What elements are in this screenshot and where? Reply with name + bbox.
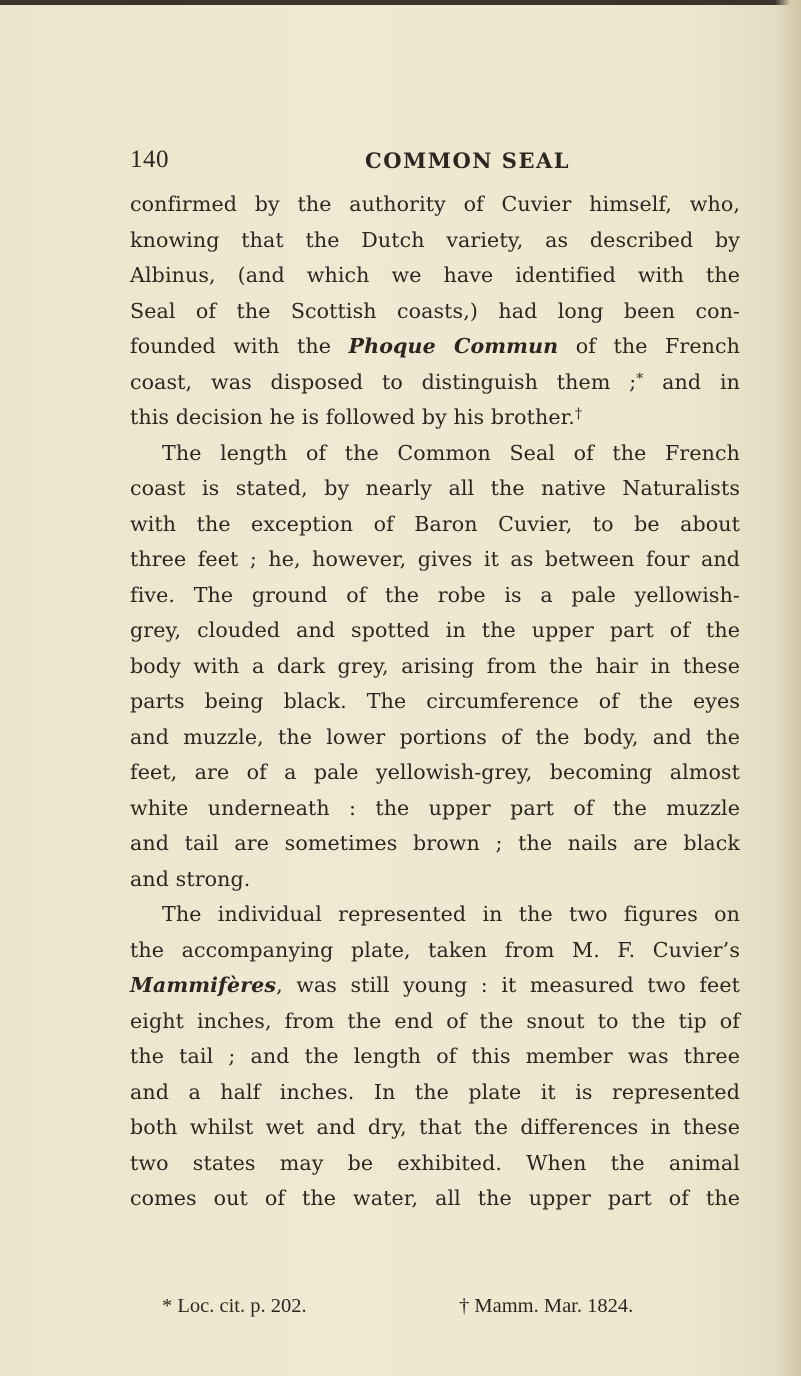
running-head: COMMON SEAL xyxy=(365,148,571,173)
text-segment: coast, was disposed to distinguish them ; xyxy=(130,369,637,394)
body-text xyxy=(130,187,740,1217)
italic-term: Phoque Commun xyxy=(348,334,559,358)
text-line: Seal of the Scottish coasts,) had long been con- xyxy=(130,298,740,323)
page-number: 140 xyxy=(130,146,169,173)
text-line: and tail are sometimes brown ; the nails are black xyxy=(130,831,740,855)
page-header xyxy=(130,146,740,182)
text-line xyxy=(130,400,740,436)
text-line: both whilst wet and dry, that the differences in these xyxy=(130,1115,740,1139)
text-line: white underneath : the upper part of the muzzle xyxy=(130,795,740,820)
page-edge-shadow xyxy=(775,0,801,1376)
text-line: comes out of the water, all the upper part of the xyxy=(130,1186,740,1210)
text-line: and strong. xyxy=(130,866,251,891)
text-line: eight inches, from the end of the snout to the tip of xyxy=(130,1008,740,1033)
text-line: three feet ; he, however, gives it as between four and xyxy=(130,547,740,571)
text-line: knowing that the Dutch variety, as described by xyxy=(130,227,740,252)
top-border xyxy=(0,0,801,5)
italic-term: Mammifères xyxy=(130,973,277,997)
text-line: parts being black. The circumference of the eyes xyxy=(130,689,740,713)
text-line: The individual represented in the two figures on xyxy=(162,902,740,926)
footnote-2: † Mamm. Mar. 1824. xyxy=(459,1295,634,1317)
text-line xyxy=(130,365,740,401)
text-line: the accompanying plate, taken from M. F. Cuvier’s xyxy=(130,937,740,962)
text-line: and a half inches. In the plate it is represented xyxy=(130,1079,740,1104)
text-line: feet, are of a pale yellowish-grey, becoming almost xyxy=(130,760,740,784)
text-segment: and in xyxy=(643,369,740,394)
text-line: confirmed by the authority of Cuvier himself, who, xyxy=(130,192,740,216)
text-segment: founded with the xyxy=(130,334,349,358)
text-line: and muzzle, the lower portions of the body, and the xyxy=(130,724,740,749)
text-line: body with a dark grey, arising from the hair in these xyxy=(130,653,740,678)
text-line: with the exception of Baron Cuvier, to be about xyxy=(130,511,740,536)
text-line xyxy=(130,329,740,365)
footnotes xyxy=(162,1295,722,1325)
text-line: the tail ; and the length of this member was three xyxy=(130,1044,740,1068)
footnote-marker: * xyxy=(636,370,644,387)
text-segment: , was still young : it measured two feet xyxy=(276,973,740,997)
text-line: two states may be exhibited. When the animal xyxy=(130,1150,740,1175)
text-line xyxy=(130,968,740,1004)
text-line: grey, clouded and spotted in the upper part of the xyxy=(130,618,740,642)
text-segment: this decision he is followed by his brother. xyxy=(130,405,575,429)
footnote-1: * Loc. cit. p. 202. xyxy=(162,1295,307,1317)
text-line: The length of the Common Seal of the French xyxy=(162,440,740,465)
footnote-marker: † xyxy=(574,406,583,422)
text-segment: of the French xyxy=(558,334,741,358)
text-line: Albinus, (and which we have identified with the xyxy=(130,263,740,287)
text-line: coast is stated, by nearly all the native Naturalists xyxy=(130,476,740,500)
text-line: five. The ground of the robe is a pale yellowish- xyxy=(130,582,740,607)
